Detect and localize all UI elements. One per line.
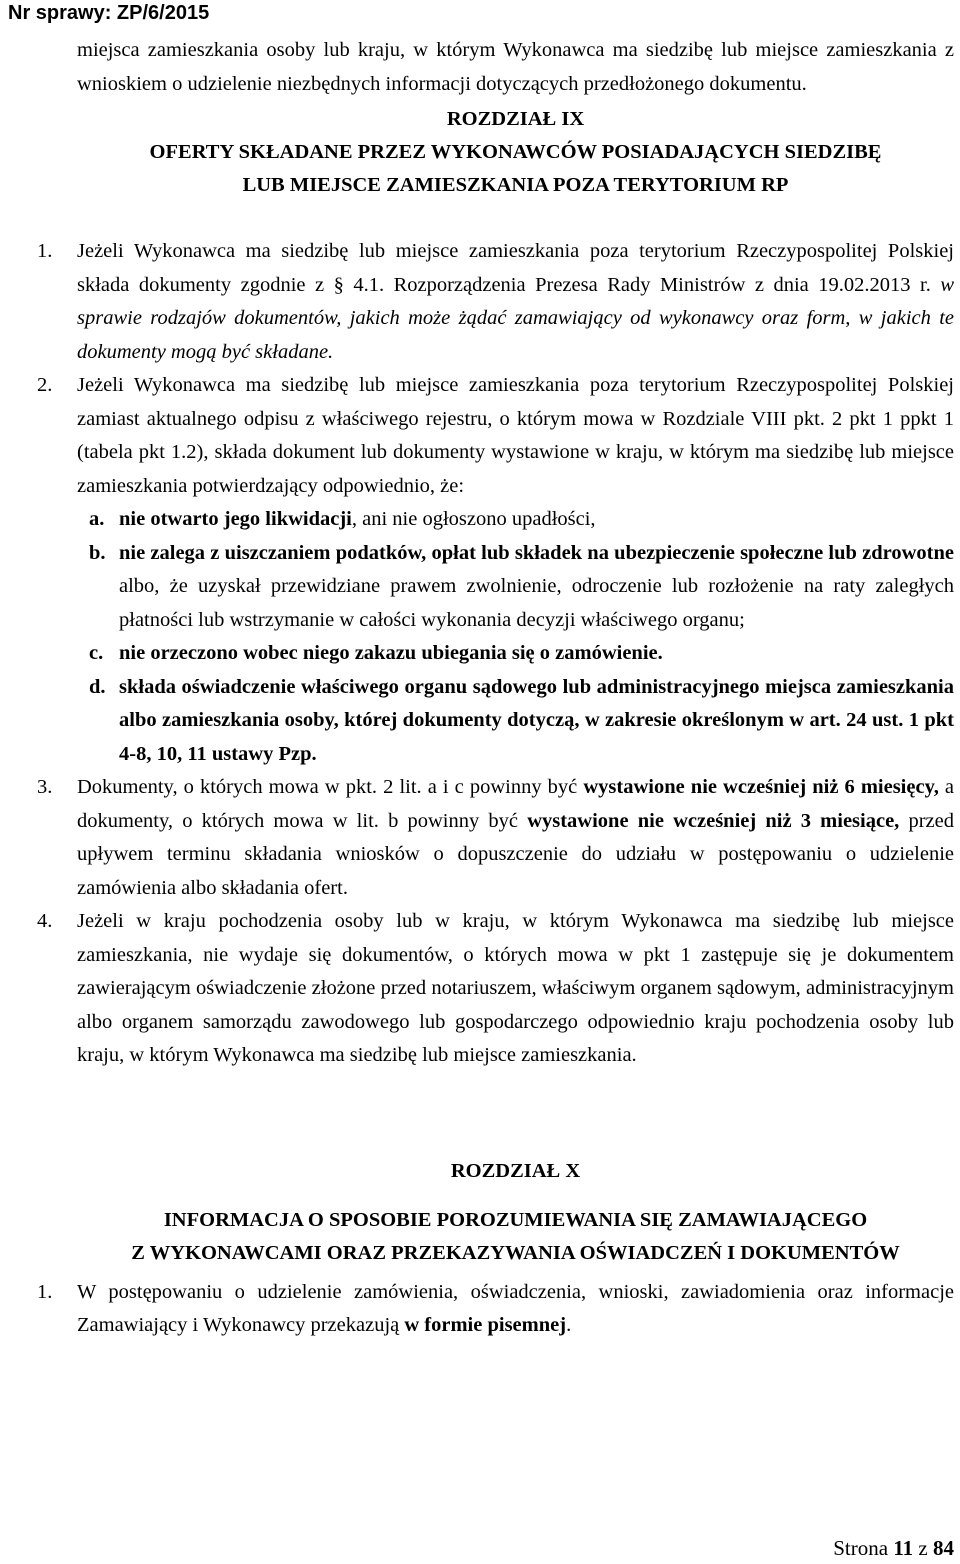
- chapter-9-title: ROZDZIAŁ IX: [446, 108, 585, 130]
- ch9-item-3-text-2: a dokumenty, o których mowa w lit. b powinny być: [77, 776, 955, 832]
- ch9-item-2a-letter: a.: [89, 508, 105, 530]
- ch9-item-2c: [89, 637, 954, 671]
- ch9-item-2a: [89, 503, 954, 537]
- ch9-item-2: [37, 369, 954, 503]
- ch10-item-1-bold: w formie pisemnej: [404, 1314, 567, 1336]
- ch9-item-2d: [89, 671, 954, 772]
- ch9-item-3-text-3: przed upływem terminu składania wniosków o dopuszczenie do udziału w postępowaniu o udzielenie zamówienia albo składania ofert.: [77, 809, 954, 899]
- ch10-item-1-number: 1.: [37, 1280, 53, 1303]
- ch9-item-2d-letter: d.: [89, 675, 106, 698]
- chapter-10-title: ROZDZIAŁ X: [450, 1159, 581, 1182]
- ch9-item-3-bold-1: wystawione nie wcześniej niż 6 miesięcy,: [583, 776, 939, 798]
- ch9-item-2a-rest: , ani nie ogłoszono upadłości,: [351, 508, 596, 530]
- ch9-item-3-bold-2: wystawione nie wcześniej niż 3 miesiące,: [527, 809, 900, 832]
- ch9-item-2b: [89, 537, 954, 638]
- chapter-10-subtitle-line2: Z WYKONAWCAMI ORAZ PRZEKAZYWANIA OŚWIADCZEŃ I DOKUMENTÓW: [131, 1241, 900, 1264]
- ch10-item-1-end: .: [566, 1314, 572, 1336]
- document-body: [37, 34, 955, 1343]
- ch9-item-1-regulation-title: w sprawie rodzajów dokumentów, jakich może żądać zamawiający od wykonawcy oraz form, w jakich te dokumenty mogą być składane.: [77, 273, 954, 363]
- ch10-item-1-text: W postępowaniu o udzielenie zamówienia, oświadczenia, wnioski, zawiadomienia oraz informacje Zamawiający i Wykonawcy przekazują: [77, 1280, 954, 1336]
- ch9-item-3: [37, 771, 955, 905]
- intro-continuation: miejsca zamieszkania osoby lub kraju, w którym Wykonawca ma siedzibę lub miejsce zamieszkania z wnioskiem o udzielenie niezbędnych informacji dotyczących przedłożonego dokumentu.: [77, 39, 954, 95]
- ch9-item-4-number: 4.: [37, 910, 53, 932]
- page-number-current: 11: [893, 1536, 914, 1560]
- ch9-item-2b-letter: b.: [89, 541, 106, 564]
- page-number: [833, 1534, 954, 1562]
- ch9-item-2-number: 2.: [37, 374, 53, 396]
- ch10-item-1: [37, 1276, 954, 1343]
- page-number-separator: z: [918, 1536, 928, 1560]
- ch9-item-2c-letter: c.: [89, 642, 104, 664]
- chapter-9-subtitle-line2: LUB MIEJSCE ZAMIESZKANIA POZA TERYTORIUM RP: [242, 174, 789, 196]
- ch9-item-2b-rest: albo, że uzyskał przewidziane prawem zwolnienie, odroczenie lub rozłożenie na raty zaległych płatności lub wstrzymanie w całości wykonania decyzji właściwego organu;: [119, 575, 954, 631]
- ch9-item-4: [37, 905, 954, 1073]
- ch9-item-2-text: Jeżeli Wykonawca ma siedzibę lub miejsce zamieszkania poza terytorium Rzeczypospolitej Polskiej zamiast aktualnego odpisu z właściwego rejestru, o którym mowa w Rozdziale VIII pkt. 2 pkt 1 ppkt 1 (tabela pkt 1.2), składa dokument lub dokumenty wystawione w kraju, w którym ma siedzibę lub miejsce zamieszkania potwierdzający odpowiednio, że:: [77, 374, 954, 497]
- case-number: Nr sprawy: ZP/6/2015: [8, 2, 210, 24]
- page-number-label: Strona: [833, 1536, 889, 1560]
- ch9-item-3-text-1: Dokumenty, o których mowa w pkt. 2 lit. a i c powinny być: [77, 776, 584, 798]
- ch9-item-2c-bold: nie orzeczono wobec niego zakazu ubiegania się o zamówienie.: [119, 642, 663, 664]
- ch9-item-1-text: Jeżeli Wykonawca ma siedzibę lub miejsce zamieszkania poza terytorium Rzeczypospolitej Polskiej składa dokumenty zgodnie z § 4.1. Rozporządzenia Prezesa Rady Ministrów z dnia 19.02.2013 r.: [77, 240, 954, 296]
- page-number-total: 84: [933, 1536, 954, 1560]
- ch9-item-4-text: Jeżeli w kraju pochodzenia osoby lub w kraju, w którym Wykonawca ma siedzibę lub miejsce zamieszkania, nie wydaje się dokumentów, o których mowa w pkt 1 zastępuje się je dokumentem zawierającym oświadczenie złożone przed notariuszem, właściwym organem sądowym, administracyjnym albo organem samorządu zawodowego lub gospodarczego odpowiednio kraju pochodzenia osoby lub kraju, w którym Wykonawca ma siedzibę lub miejsce zamieszkania.: [77, 910, 954, 1066]
- ch9-item-1-number: 1.: [37, 240, 53, 262]
- ch9-item-2b-bold: nie zalega z uiszczaniem podatków, opłat lub składek na ubezpieczenie społeczne lub zdrowotne: [119, 541, 954, 564]
- ch9-item-2d-bold: składa oświadczenie właściwego organu sądowego lub administracyjnego miejsca zamieszkania albo zamieszkania osoby, której dokumenty dotyczą, w zakresie określonym w art. 24 ust. 1 pkt 4-8, 10, 11 ustawy Pzp.: [119, 675, 954, 765]
- chapter-10-subtitle-line1: INFORMACJA O SPOSOBIE POROZUMIEWANIA SIĘ ZAMAWIAJĄCEGO: [163, 1208, 868, 1231]
- ch9-item-2a-bold: nie otwarto jego likwidacji: [119, 508, 352, 530]
- ch9-item-3-number: 3.: [37, 776, 53, 798]
- chapter-9-subtitle-line1: OFERTY SKŁADANE PRZEZ WYKONAWCÓW POSIADAJĄCYCH SIEDZIBĘ: [149, 141, 882, 163]
- ch9-item-1: [37, 235, 954, 369]
